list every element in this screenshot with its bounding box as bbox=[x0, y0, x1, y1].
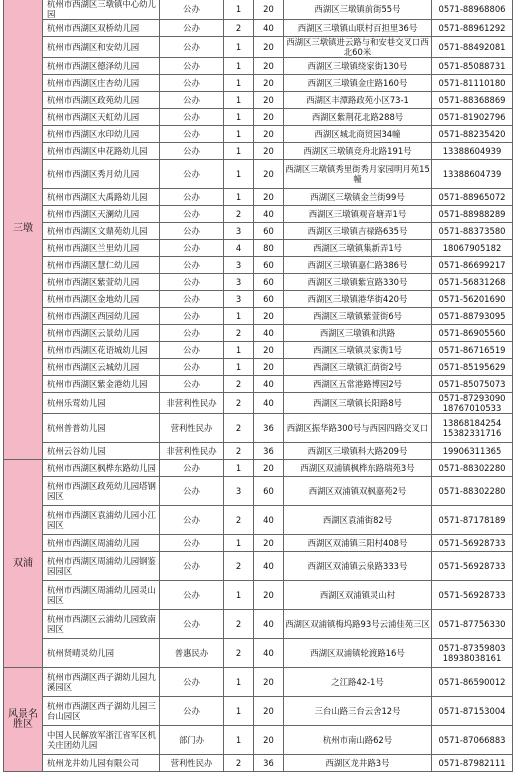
school-type: 公办 bbox=[160, 552, 224, 581]
address: 西湖区紫荆花北路288号 bbox=[284, 109, 432, 126]
school-type: 公办 bbox=[160, 0, 224, 20]
address: 西湖区双浦镇云泉路333号 bbox=[284, 552, 432, 581]
address: 西湖区丰潭路政苑小区73-1 bbox=[284, 92, 432, 109]
school-name: 杭州乐莺幼儿园 bbox=[43, 393, 160, 414]
table-row bbox=[4, 223, 513, 240]
phone: 0571-87066883 bbox=[432, 726, 513, 755]
capacity: 40 bbox=[254, 325, 284, 342]
table-row bbox=[4, 443, 513, 460]
table-row bbox=[4, 581, 513, 610]
capacity: 36 bbox=[254, 443, 284, 460]
school-type: 公办 bbox=[160, 668, 224, 697]
school-type: 公办 bbox=[160, 376, 224, 393]
phone: 0571-88373580 bbox=[432, 223, 513, 240]
address: 西湖区振华路300号与西园四路交叉口 bbox=[284, 414, 432, 443]
capacity: 60 bbox=[254, 257, 284, 274]
capacity: 20 bbox=[254, 726, 284, 755]
school-type: 公办 bbox=[160, 160, 224, 189]
school-type: 公办 bbox=[160, 359, 224, 376]
class-count: 1 bbox=[224, 143, 254, 160]
phone: 0571-56928733 bbox=[432, 581, 513, 610]
capacity: 60 bbox=[254, 291, 284, 308]
address: 西湖区三墩镇秀里街秀月家园明月苑15幢 bbox=[284, 160, 432, 189]
capacity: 20 bbox=[254, 460, 284, 477]
address: 西湖区三墩镇吉禄路635号 bbox=[284, 223, 432, 240]
phone: 0571-81902796 bbox=[432, 109, 513, 126]
address: 西湖区三墩镇金兰街99号 bbox=[284, 189, 432, 206]
capacity: 20 bbox=[254, 668, 284, 697]
region-cell: 风景名胜区 bbox=[4, 668, 43, 772]
class-count: 2 bbox=[224, 639, 254, 668]
class-count: 1 bbox=[224, 92, 254, 109]
table-row bbox=[4, 308, 513, 325]
table-row bbox=[4, 92, 513, 109]
school-type: 公办 bbox=[160, 274, 224, 291]
class-count: 1 bbox=[224, 359, 254, 376]
table-row bbox=[4, 274, 513, 291]
table-row bbox=[4, 75, 513, 92]
class-count: 2 bbox=[224, 206, 254, 223]
address: 西湖区双浦镇枫桦东路瑞苑3号 bbox=[284, 460, 432, 477]
class-count: 2 bbox=[224, 443, 254, 460]
school-type: 公办 bbox=[160, 342, 224, 359]
address: 西湖区三墩镇汇荫街2号 bbox=[284, 359, 432, 376]
school-name: 杭州市西湖区政苑幼儿园 bbox=[43, 92, 160, 109]
capacity: 20 bbox=[254, 143, 284, 160]
class-count: 1 bbox=[224, 460, 254, 477]
phone: 0571-87178189 bbox=[432, 506, 513, 535]
class-count: 1 bbox=[224, 126, 254, 143]
school-name: 杭州市西湖区德泽幼儿园 bbox=[43, 58, 160, 75]
school-name: 杭州市西湖区周浦幼儿园灵山园区 bbox=[43, 581, 160, 610]
school-name: 杭州市西湖区大禹路幼儿园 bbox=[43, 189, 160, 206]
capacity: 40 bbox=[254, 639, 284, 668]
school-name: 杭州市西湖区和安幼儿园 bbox=[43, 37, 160, 58]
address: 西湖区三墩镇灵家衖1号 bbox=[284, 342, 432, 359]
table-row bbox=[4, 414, 513, 443]
address: 西湖区龙井路3号 bbox=[284, 755, 432, 772]
address: 西湖区袁浦街82号 bbox=[284, 506, 432, 535]
address: 西湖区双浦镇双枫嘉苑2号 bbox=[284, 477, 432, 506]
school-name: 杭州市西湖区秀月幼儿园 bbox=[43, 160, 160, 189]
capacity: 20 bbox=[254, 0, 284, 20]
school-type: 公办 bbox=[160, 109, 224, 126]
class-count: 1 bbox=[224, 0, 254, 20]
address: 西湖区三墩镇竞舟北路191号 bbox=[284, 143, 432, 160]
address: 西湖区三墩镇紫宣路330号 bbox=[284, 274, 432, 291]
address: 西湖区双浦镇梅坞路93号云浦佳苑三区 bbox=[284, 610, 432, 639]
table-row bbox=[4, 240, 513, 257]
table-row bbox=[4, 58, 513, 75]
school-name: 杭州市西湖区紫金港幼儿园 bbox=[43, 376, 160, 393]
capacity: 40 bbox=[254, 610, 284, 639]
capacity: 20 bbox=[254, 109, 284, 126]
class-count: 2 bbox=[224, 755, 254, 772]
school-name: 杭州龙井幼儿园有限公司 bbox=[43, 755, 160, 772]
region-cell: 双浦 bbox=[4, 460, 43, 668]
capacity: 20 bbox=[254, 342, 284, 359]
phone: 0571-56831268 bbox=[432, 274, 513, 291]
class-count: 3 bbox=[224, 274, 254, 291]
address: 西湖区双浦镇三阳村408号 bbox=[284, 535, 432, 552]
school-name: 中国人民解放军浙江省军区机关庄团幼儿园 bbox=[43, 726, 160, 755]
school-name: 杭州市西湖区三墩镇中心幼儿园 bbox=[43, 0, 160, 20]
address: 杭州市南山路62号 bbox=[284, 726, 432, 755]
class-count: 3 bbox=[224, 477, 254, 506]
phone: 13388604939 bbox=[432, 143, 513, 160]
address: 西湖区双浦镇轮渡路16号 bbox=[284, 639, 432, 668]
school-type: 公办 bbox=[160, 477, 224, 506]
address: 西湖区双浦镇灵山村 bbox=[284, 581, 432, 610]
capacity: 40 bbox=[254, 20, 284, 37]
address: 西湖区三墩镇进云路与和安巷交叉口西北60米 bbox=[284, 37, 432, 58]
school-type: 普惠民办 bbox=[160, 639, 224, 668]
class-count: 1 bbox=[224, 308, 254, 325]
class-count: 1 bbox=[224, 109, 254, 126]
school-type: 公办 bbox=[160, 20, 224, 37]
school-name: 杭州市西湖区西园幼儿园 bbox=[43, 308, 160, 325]
address: 西湖区三墩镇嘉仁路386号 bbox=[284, 257, 432, 274]
phone: 0571-56928733 bbox=[432, 535, 513, 552]
school-name: 杭州市西湖区云景幼儿园 bbox=[43, 325, 160, 342]
capacity: 60 bbox=[254, 223, 284, 240]
school-name: 杭州市西湖区袁浦幼儿园小江园区 bbox=[43, 506, 160, 535]
school-name: 杭州市西湖区慧仁幼儿园 bbox=[43, 257, 160, 274]
school-type: 公办 bbox=[160, 58, 224, 75]
table-row bbox=[4, 460, 513, 477]
phone: 0571-88965072 bbox=[432, 189, 513, 206]
phone: 0571-88961292 bbox=[432, 20, 513, 37]
school-type: 公办 bbox=[160, 189, 224, 206]
phone: 0571-56928733 bbox=[432, 552, 513, 581]
address: 西湖区三墩镇绕家街130号 bbox=[284, 58, 432, 75]
phone: 13388604739 bbox=[432, 160, 513, 189]
class-count: 2 bbox=[224, 506, 254, 535]
school-name: 杭州云谷幼儿园 bbox=[43, 443, 160, 460]
phone: 0571-86699217 bbox=[432, 257, 513, 274]
table-row bbox=[4, 20, 513, 37]
class-count: 1 bbox=[224, 581, 254, 610]
school-type: 公办 bbox=[160, 126, 224, 143]
school-name: 杭州市西湖区水印幼儿园 bbox=[43, 126, 160, 143]
school-name: 杭州市西湖区周浦幼儿园钢鉴园园区 bbox=[43, 552, 160, 581]
school-name: 杭州市西湖区西子湖幼儿园三台山园区 bbox=[43, 697, 160, 726]
class-count: 2 bbox=[224, 414, 254, 443]
school-type: 公办 bbox=[160, 206, 224, 223]
phone: 0571-86716519 bbox=[432, 342, 513, 359]
class-count: 2 bbox=[224, 610, 254, 639]
class-count: 1 bbox=[224, 697, 254, 726]
address: 西湖区三墩镇紫萱街6号 bbox=[284, 308, 432, 325]
school-type: 公办 bbox=[160, 535, 224, 552]
school-type: 营利性民办 bbox=[160, 414, 224, 443]
address: 之江路42-1号 bbox=[284, 668, 432, 697]
address: 西湖区三墩镇观音塘弄1号 bbox=[284, 206, 432, 223]
class-count: 1 bbox=[224, 189, 254, 206]
school-type: 非营利性民办 bbox=[160, 443, 224, 460]
capacity: 20 bbox=[254, 160, 284, 189]
school-type: 公办 bbox=[160, 610, 224, 639]
school-type: 公办 bbox=[160, 37, 224, 58]
class-count: 2 bbox=[224, 393, 254, 414]
capacity: 20 bbox=[254, 359, 284, 376]
school-name: 杭州市西湖区天澜幼儿园 bbox=[43, 206, 160, 223]
capacity: 36 bbox=[254, 414, 284, 443]
class-count: 1 bbox=[224, 160, 254, 189]
school-name: 杭州贤晴灵幼儿园 bbox=[43, 639, 160, 668]
capacity: 40 bbox=[254, 393, 284, 414]
address: 西湖区三墩镇集新弄1号 bbox=[284, 240, 432, 257]
capacity: 20 bbox=[254, 58, 284, 75]
address: 西湖区城北商贸园34幢 bbox=[284, 126, 432, 143]
phone: 0571-85088731 bbox=[432, 58, 513, 75]
school-type: 公办 bbox=[160, 240, 224, 257]
phone: 0571-88302280 bbox=[432, 477, 513, 506]
phone: 0571-88302280 bbox=[432, 460, 513, 477]
class-count: 1 bbox=[224, 75, 254, 92]
address: 西湖区三墩镇长阳路8号 bbox=[284, 393, 432, 414]
school-name: 杭州市西湖区花语城幼儿园 bbox=[43, 342, 160, 359]
capacity: 40 bbox=[254, 552, 284, 581]
capacity: 36 bbox=[254, 755, 284, 772]
school-type: 公办 bbox=[160, 460, 224, 477]
class-count: 2 bbox=[224, 376, 254, 393]
address: 西湖区三墩镇科大路209号 bbox=[284, 443, 432, 460]
school-name: 杭州市西湖区枫桦东路幼儿园 bbox=[43, 460, 160, 477]
phone: 0571-88968806 bbox=[432, 0, 513, 20]
table-row bbox=[4, 506, 513, 535]
table-row bbox=[4, 189, 513, 206]
table-row bbox=[4, 393, 513, 414]
table-row bbox=[4, 477, 513, 506]
school-type: 公办 bbox=[160, 325, 224, 342]
table-row bbox=[4, 697, 513, 726]
capacity: 40 bbox=[254, 506, 284, 535]
school-name: 杭州市西湖区云浦幼儿园致南园区 bbox=[43, 610, 160, 639]
address: 西湖区三墩镇山联村百担里36号 bbox=[284, 20, 432, 37]
address: 西湖区三墩镇和洪路 bbox=[284, 325, 432, 342]
phone: 0571-87982111 bbox=[432, 755, 513, 772]
kindergarten-table bbox=[3, 0, 513, 772]
school-type: 非营利性民办 bbox=[160, 393, 224, 414]
class-count: 4 bbox=[224, 240, 254, 257]
table-row bbox=[4, 376, 513, 393]
table-row bbox=[4, 257, 513, 274]
table-row bbox=[4, 37, 513, 58]
table-row bbox=[4, 126, 513, 143]
address: 西湖区三墩镇金庄路160号 bbox=[284, 75, 432, 92]
school-name: 杭州市西湖区西子湖幼儿园九溪园区 bbox=[43, 668, 160, 697]
phone: 0571-81110180 bbox=[432, 75, 513, 92]
table-row bbox=[4, 0, 513, 20]
phone: 0571-87293090 18767010533 bbox=[432, 393, 513, 414]
class-count: 1 bbox=[224, 58, 254, 75]
school-type: 公办 bbox=[160, 697, 224, 726]
class-count: 2 bbox=[224, 552, 254, 581]
capacity: 20 bbox=[254, 92, 284, 109]
school-name: 杭州市西湖区云城幼儿园 bbox=[43, 359, 160, 376]
capacity: 60 bbox=[254, 477, 284, 506]
table-row bbox=[4, 535, 513, 552]
capacity: 20 bbox=[254, 189, 284, 206]
class-count: 3 bbox=[224, 223, 254, 240]
phone: 0571-88492081 bbox=[432, 37, 513, 58]
capacity: 20 bbox=[254, 697, 284, 726]
school-name: 杭州市西湖区文鼎苑幼儿园 bbox=[43, 223, 160, 240]
class-count: 1 bbox=[224, 342, 254, 359]
phone: 0571-87756330 bbox=[432, 610, 513, 639]
phone: 0571-88793095 bbox=[432, 308, 513, 325]
table-row bbox=[4, 143, 513, 160]
school-type: 公办 bbox=[160, 257, 224, 274]
capacity: 40 bbox=[254, 376, 284, 393]
school-name: 杭州市西湖区申花路幼儿园 bbox=[43, 143, 160, 160]
table-row bbox=[4, 206, 513, 223]
address: 西湖区三墩镇港华街420号 bbox=[284, 291, 432, 308]
phone: 0571-88368869 bbox=[432, 92, 513, 109]
table-row bbox=[4, 325, 513, 342]
phone: 0571-87359803 18938038161 bbox=[432, 639, 513, 668]
phone: 19906311365 bbox=[432, 443, 513, 460]
school-name: 杭州市西湖区庄杏幼儿园 bbox=[43, 75, 160, 92]
capacity: 20 bbox=[254, 75, 284, 92]
class-count: 2 bbox=[224, 325, 254, 342]
phone: 0571-87153004 bbox=[432, 697, 513, 726]
class-count: 1 bbox=[224, 668, 254, 697]
table-row bbox=[4, 726, 513, 755]
class-count: 1 bbox=[224, 37, 254, 58]
table-row bbox=[4, 610, 513, 639]
phone: 18067905182 bbox=[432, 240, 513, 257]
school-type: 公办 bbox=[160, 581, 224, 610]
school-type: 营利性民办 bbox=[160, 755, 224, 772]
school-name: 杭州市西湖区周浦幼儿园 bbox=[43, 535, 160, 552]
class-count: 3 bbox=[224, 257, 254, 274]
table-row bbox=[4, 109, 513, 126]
phone: 0571-86905560 bbox=[432, 325, 513, 342]
school-type: 公办 bbox=[160, 143, 224, 160]
school-name: 杭州市西湖区天虹幼儿园 bbox=[43, 109, 160, 126]
school-name: 杭州市西湖区金地幼儿园 bbox=[43, 291, 160, 308]
class-count: 3 bbox=[224, 291, 254, 308]
school-type: 公办 bbox=[160, 75, 224, 92]
capacity: 20 bbox=[254, 126, 284, 143]
phone: 0571-88235420 bbox=[432, 126, 513, 143]
table-row bbox=[4, 342, 513, 359]
table-row bbox=[4, 639, 513, 668]
school-type: 公办 bbox=[160, 308, 224, 325]
school-name: 杭州市西湖区政苑幼儿园塔钢园区 bbox=[43, 477, 160, 506]
address: 西湖区五常港路博园2号 bbox=[284, 376, 432, 393]
phone: 0571-85075073 bbox=[432, 376, 513, 393]
phone: 0571-85195629 bbox=[432, 359, 513, 376]
school-type: 公办 bbox=[160, 92, 224, 109]
table-row bbox=[4, 160, 513, 189]
class-count: 2 bbox=[224, 20, 254, 37]
phone: 13868184254 15382331716 bbox=[432, 414, 513, 443]
address: 三台山路三台云舍12号 bbox=[284, 697, 432, 726]
school-type: 公办 bbox=[160, 223, 224, 240]
table-row bbox=[4, 668, 513, 697]
class-count: 1 bbox=[224, 535, 254, 552]
region-cell: 三墩 bbox=[4, 0, 43, 460]
capacity: 20 bbox=[254, 581, 284, 610]
school-type: 公办 bbox=[160, 506, 224, 535]
phone: 0571-88988289 bbox=[432, 206, 513, 223]
class-count: 1 bbox=[224, 726, 254, 755]
phone: 0571-86590012 bbox=[432, 668, 513, 697]
address: 西湖区三墩镇前街55号 bbox=[284, 0, 432, 20]
capacity: 40 bbox=[254, 206, 284, 223]
school-name: 杭州市西湖区兰里幼儿园 bbox=[43, 240, 160, 257]
school-name: 杭州普普幼儿园 bbox=[43, 414, 160, 443]
table-row bbox=[4, 552, 513, 581]
school-name: 杭州市西湖区双桥幼儿园 bbox=[43, 20, 160, 37]
school-type: 部门办 bbox=[160, 726, 224, 755]
capacity: 80 bbox=[254, 240, 284, 257]
capacity: 20 bbox=[254, 535, 284, 552]
school-type: 公办 bbox=[160, 291, 224, 308]
capacity: 60 bbox=[254, 274, 284, 291]
phone: 0571-56201690 bbox=[432, 291, 513, 308]
school-name: 杭州市西湖区紫萱幼儿园 bbox=[43, 274, 160, 291]
table-row bbox=[4, 359, 513, 376]
table-row bbox=[4, 291, 513, 308]
capacity: 20 bbox=[254, 308, 284, 325]
table-row bbox=[4, 755, 513, 772]
capacity: 20 bbox=[254, 37, 284, 58]
